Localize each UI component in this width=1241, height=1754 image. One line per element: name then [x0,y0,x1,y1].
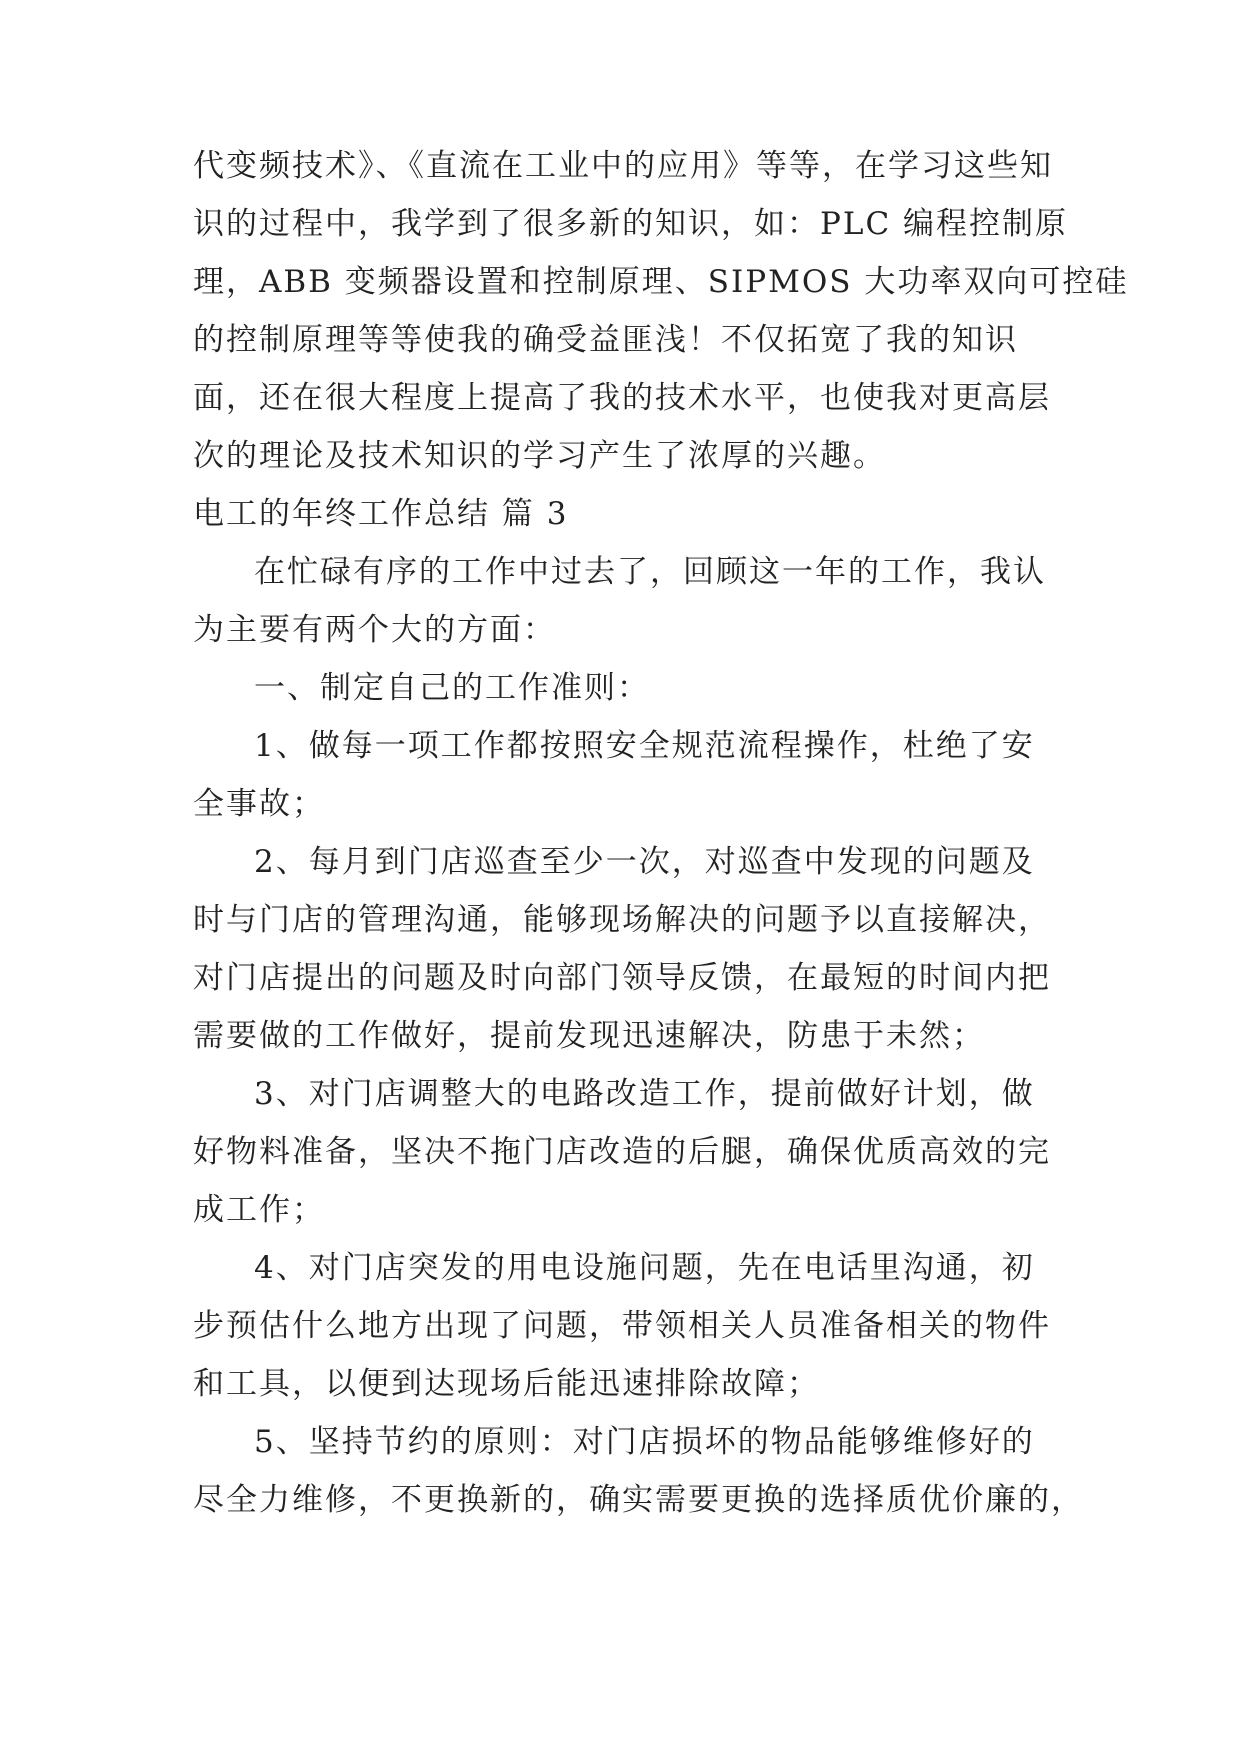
paragraph-line: 对门店提出的问题及时向部门领导反馈，在最短的时间内把 [193,960,1051,996]
text-line: 的控制原理等等使我的确受益匪浅！不仅拓宽了我的知识 [193,322,1018,358]
paragraph-line: 5、坚持节约的原则：对门店损坏的物品能够维修好的 [254,1424,1035,1460]
paragraph-line: 好物料准备，坚决不拖门店改造的后腿，确保优质高效的完 [193,1134,1051,1170]
text-line: 面，还在很大程度上提高了我的技术水平，也使我对更高层 [193,380,1051,416]
text-line: 次的理论及技术知识的学习产生了浓厚的兴趣。 [193,438,886,474]
paragraph-line: 时与门店的管理沟通，能够现场解决的问题予以直接解决， [193,902,1051,938]
paragraph-line: 全事故； [193,786,325,822]
paragraph-line: 需要做的工作做好，提前发现迅速解决，防患于未然； [193,1018,985,1054]
paragraph-line: 3、对门店调整大的电路改造工作，提前做好计划，做 [254,1076,1035,1112]
paragraph-line: 在忙碌有序的工作中过去了，回顾这一年的工作，我认 [254,554,1046,590]
paragraph-line: 一、制定自己的工作准则： [254,670,650,706]
text-line: 代变频技术》、《直流在工业中的应用》等等，在学习这些知 [193,148,1053,184]
paragraph-line: 尽全力维修，不更换新的，确实需要更换的选择质优价廉的， [193,1482,1084,1518]
section-heading: 电工的年终工作总结 篇 3 [193,496,569,532]
paragraph-line: 为主要有两个大的方面： [193,612,556,648]
paragraph-line: 和工具，以便到达现场后能迅速排除故障； [193,1366,820,1402]
text-line: 识的过程中，我学到了很多新的知识，如：PLC 编程控制原 [193,206,1069,242]
paragraph-line: 1、做每一项工作都按照安全规范流程操作，杜绝了安 [254,728,1035,764]
text-line: 理，ABB 变频器设置和控制原理、SIPMOS 大功率双向可控硅 [193,264,1129,300]
paragraph-line: 2、每月到门店巡查至少一次，对巡查中发现的问题及 [254,844,1035,880]
paragraph-line: 4、对门店突发的用电设施问题，先在电话里沟通，初 [254,1250,1035,1286]
paragraph-line: 成工作； [193,1192,325,1228]
paragraph-line: 步预估什么地方出现了问题，带领相关人员准备相关的物件 [193,1308,1051,1344]
